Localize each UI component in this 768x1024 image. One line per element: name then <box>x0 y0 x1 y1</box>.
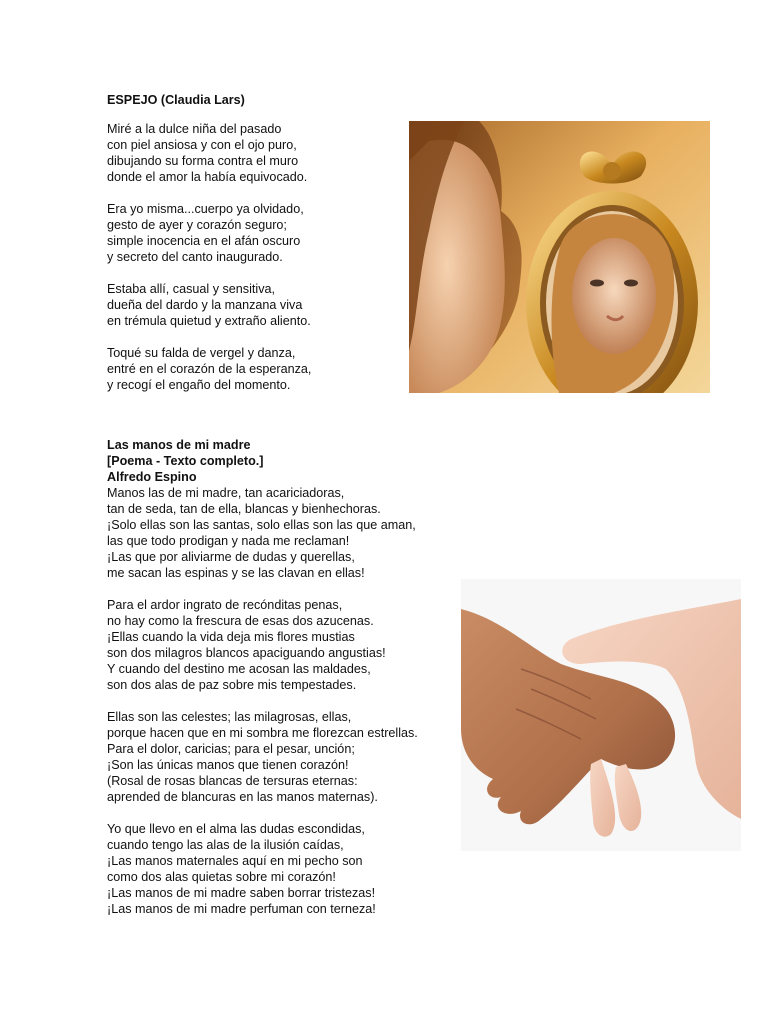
poem-line: tan de seda, tan de ella, blancas y bienhechoras. <box>107 502 381 516</box>
poem-line: Y cuando del destino me acosan las maldades, <box>107 662 371 676</box>
poem-line: ¡Las manos de mi madre saben borrar tristezas! <box>107 886 376 900</box>
poem1-title: ESPEJO (Claudia Lars) <box>107 93 245 107</box>
poem-line: Era yo misma...cuerpo ya olvidado, <box>107 202 304 216</box>
poem-line: ¡Las manos de mi madre perfuman con terneza! <box>107 902 376 916</box>
poem-line: con piel ansiosa y con el ojo puro, <box>107 138 297 152</box>
poem-line: gesto de ayer y corazón seguro; <box>107 218 287 232</box>
poem-line: dibujando su forma contra el muro <box>107 154 299 168</box>
poem-line: Estaba allí, casual y sensitiva, <box>107 282 275 296</box>
poem-line: y secreto del canto inaugurado. <box>107 250 283 264</box>
poem-line: donde el amor la había equivocado. <box>107 170 308 184</box>
poem2-author: Alfredo Espino <box>107 470 197 484</box>
poem-line: como dos alas quietas sobre mi corazón! <box>107 870 336 884</box>
poem2-title: Las manos de mi madre <box>107 438 251 452</box>
poem-line: Manos las de mi madre, tan acariciadoras, <box>107 486 345 500</box>
poem-line: Para el dolor, caricias; para el pesar, unción; <box>107 742 355 756</box>
poem2-stanza <box>107 709 418 805</box>
poem-line: me sacan las espinas y se las clavan en ellas! <box>107 566 365 580</box>
poem-line: ¡Las manos maternales aquí en mi pecho son <box>107 854 363 868</box>
poem-line: ¡Las que por aliviarme de dudas y querellas, <box>107 550 355 564</box>
poem-line: ¡Solo ellas son las santas, solo ellas son las que aman, <box>107 518 416 532</box>
poem2-stanza <box>107 821 418 917</box>
poem-line: aprended de blancuras en las manos maternas). <box>107 790 378 804</box>
poem1-body <box>107 121 311 409</box>
poem-line: las que todo prodigan y nada me reclaman! <box>107 534 350 548</box>
poem-line: porque hacen que en mi sombra me florezcan estrellas. <box>107 726 418 740</box>
poem-line: simple inocencia en el afán oscuro <box>107 234 301 248</box>
poem-line: y recogí el engaño del momento. <box>107 378 291 392</box>
poem1-stanza <box>107 281 311 329</box>
poem-line: (Rosal de rosas blancas de tersuras eternas: <box>107 774 358 788</box>
poem-line: Miré a la dulce niña del pasado <box>107 122 282 136</box>
poem1-stanza <box>107 201 311 265</box>
poem-line: cuando tengo las alas de la ilusión caídas, <box>107 838 344 852</box>
poem-line: entré en el corazón de la esperanza, <box>107 362 312 376</box>
poem-line: en trémula quietud y extraño aliento. <box>107 314 311 328</box>
poem2-subtitle: [Poema - Texto completo.] <box>107 454 264 468</box>
poem-line: Toqué su falda de vergel y danza, <box>107 346 296 360</box>
poem1-stanza <box>107 121 311 185</box>
hands-photo <box>461 579 741 851</box>
poem-line: no hay como la frescura de esas dos azucenas. <box>107 614 374 628</box>
poem2-stanza <box>107 597 418 693</box>
mirror-photo <box>409 121 710 393</box>
poem2-stanza <box>107 485 418 581</box>
poem-line: son dos milagros blancos apaciguando angustias! <box>107 646 386 660</box>
poem-line: Yo que llevo en el alma las dudas escondidas, <box>107 822 365 836</box>
poem-line: son dos alas de paz sobre mis tempestades. <box>107 678 357 692</box>
poem2-body <box>107 437 418 933</box>
poem-line: Para el ardor ingrato de recónditas penas, <box>107 598 343 612</box>
poem1-stanza <box>107 345 311 393</box>
poem-line: ¡Son las únicas manos que tienen corazón! <box>107 758 349 772</box>
poem-line: Ellas son las celestes; las milagrosas, ellas, <box>107 710 352 724</box>
poem-line: ¡Ellas cuando la vida deja mis flores mustias <box>107 630 355 644</box>
poem-line: dueña del dardo y la manzana viva <box>107 298 303 312</box>
